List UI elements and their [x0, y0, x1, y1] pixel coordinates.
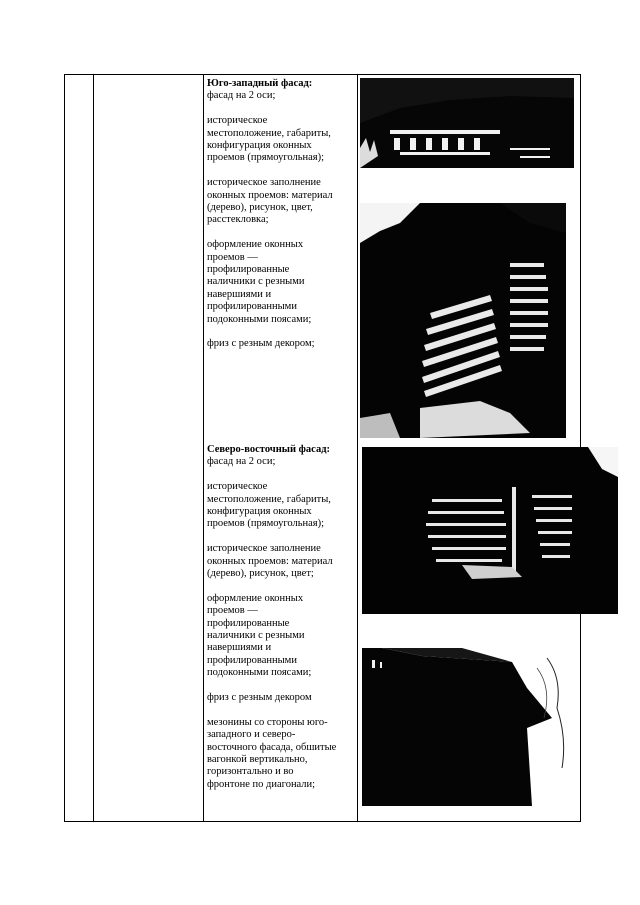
southwest-item-5: фриз с резным декором;	[207, 338, 315, 350]
southwest-facade-description	[207, 78, 355, 363]
northeast-item-5: фриз с резным декором	[207, 692, 312, 704]
column-divider-1	[93, 75, 94, 821]
northeast-facade-heading: Северо-восточный фасад:	[207, 444, 331, 455]
northeast-item-1: фасад на 2 оси;	[207, 456, 276, 468]
photo-southwest-facade	[360, 203, 566, 438]
northeast-item-4: оформление оконных проемов — профилированные наличники с резными навершиями и профилированными подоконными поясами;	[207, 592, 312, 679]
northeast-item-2: историческое местоположение, габариты, конфигурация оконных проемов (прямоугольная);	[207, 481, 331, 530]
southwest-item-3: историческое заполнение оконных проемов: материал (дерево), рисунок, цвет, расстекловка;	[207, 177, 333, 226]
southwest-item-4: оформление оконных проемов — профилированные наличники с резными навершиями и профилированными подоконными поясами;	[207, 239, 312, 325]
photo-southwest-frieze	[360, 78, 574, 168]
southwest-facade-heading: Юго-западный фасад:	[207, 78, 313, 89]
northeast-item-3: историческое заполнение оконных проемов: материал (дерево), рисунок, цвет;	[207, 543, 333, 580]
northeast-item-6: мезонины со стороны юго- западного и северо- восточного фасада, обшитые вагонкой вертикально, горизонтально и во фронтоне по диагонали;	[207, 716, 337, 790]
northeast-facade-description	[207, 444, 355, 804]
column-divider-2	[203, 75, 204, 821]
southwest-item-1: фасад на 2 оси;	[207, 90, 276, 102]
column-divider-3	[357, 75, 358, 821]
southwest-item-2: историческое местоположение, габариты, конфигурация оконных проемов (прямоугольная);	[207, 115, 331, 164]
photo-northeast-facade	[362, 447, 618, 614]
photo-mezzanine	[362, 648, 574, 806]
